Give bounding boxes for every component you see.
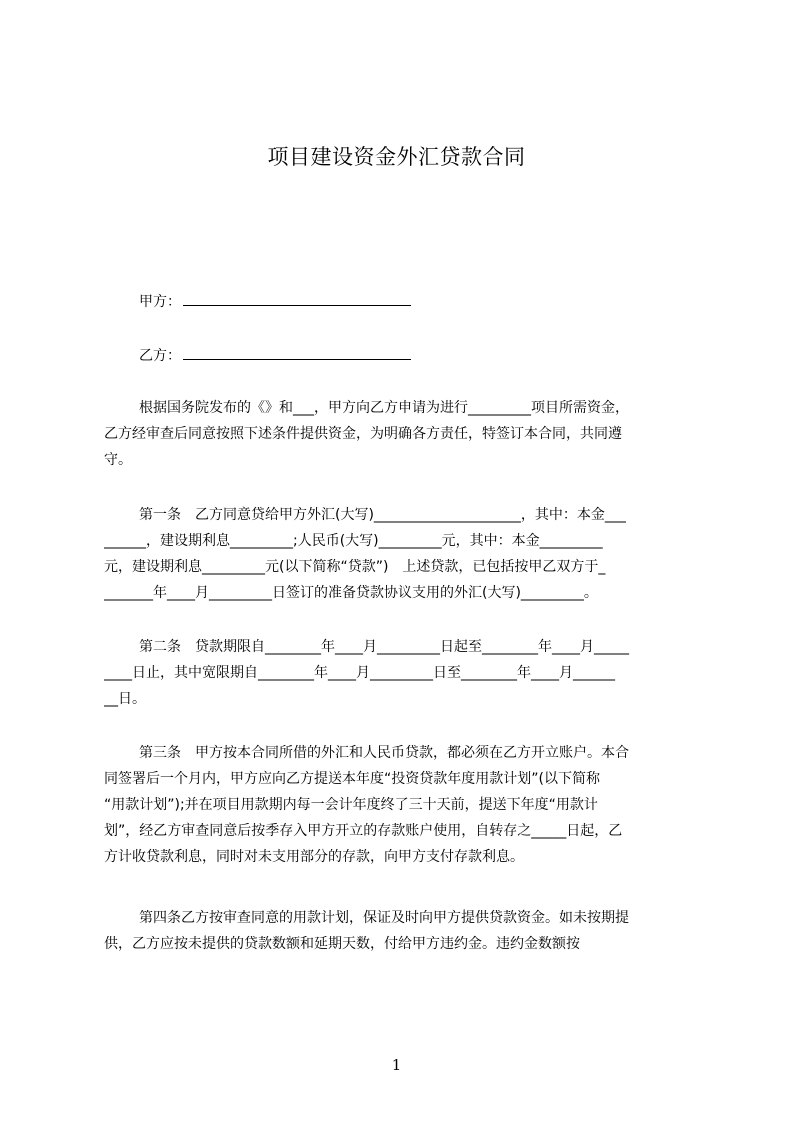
article-1-paragraph: [104, 502, 704, 606]
article-3-paragraph: [104, 740, 704, 870]
article-1-line: _______年____月_________日签订的准备贷款协议支用的外汇(大写)_________。: [104, 585, 598, 601]
article-1-line: 元，建设期利息_________元(以下简称“贷款”) 上述贷款，已包括按甲乙双方于_: [104, 559, 606, 575]
document-title: 项目建设资金外汇贷款合同: [267, 145, 526, 169]
party-a-line: [139, 291, 411, 312]
article-3-line: “用款计划”);并在项目用款期内每一会计年度终了三十天前，提送下年度“用款计: [104, 797, 598, 813]
article-2-line: __日。: [104, 691, 146, 707]
party-b-blank: [183, 345, 411, 360]
article-3-line: 同签署后一个月内，甲方应向乙方提送本年度“投资贷款年度用款计划”(以下简称: [104, 771, 600, 787]
intro-line: 根据国务院发布的《》和___，甲方向乙方申请为进行_________项目所需资金，: [139, 400, 629, 416]
party-b-line: [139, 345, 411, 366]
article-2-line: 第二条 贷款期限自________年____月_________日起至________年____月_____: [139, 639, 629, 655]
article-2-line: ____日止，其中宽限期自________年____月_________日至________年____月______: [104, 665, 615, 681]
party-a-label: 甲方：: [139, 294, 181, 310]
intro-paragraph: [104, 395, 704, 473]
intro-line: 乙方经审查后同意按照下述条件提供资金，为明确各方责任，特签订本合同，共同遵: [104, 426, 622, 442]
intro-line: 守。: [104, 452, 132, 468]
article-3-line: 划”，经乙方审查同意后按季存入甲方开立的存款账户使用，自转存之_____日起，乙: [104, 823, 623, 839]
article-1-line: ______，建设期利息_________;人民币(大写)_________元，其中：本金_________: [104, 533, 603, 549]
article-4-paragraph: [104, 905, 704, 957]
article-3-line: 方计收贷款利息，同时对未支用部分的存款，向甲方支付存款利息。: [104, 849, 524, 865]
article-3-line: 第三条 甲方按本合同所借的外汇和人民币贷款，都必须在乙方开立账户。本合: [139, 745, 629, 761]
article-1-line: 第一条 乙方同意贷给甲方外汇(大写)_____________________，其中：本金___: [139, 507, 626, 523]
article-4-line: 供，乙方应按未提供的贷款数额和延期天数，付给甲方违约金。违约金数额按: [104, 936, 580, 952]
party-b-label: 乙方：: [139, 348, 181, 364]
article-2-paragraph: [104, 634, 704, 712]
article-4-line: 第四条乙方按审查同意的用款计划，保证及时向甲方提供贷款资金。如未按期提: [139, 910, 629, 926]
page-number: 1: [391, 1056, 402, 1074]
party-a-blank: [183, 291, 411, 306]
